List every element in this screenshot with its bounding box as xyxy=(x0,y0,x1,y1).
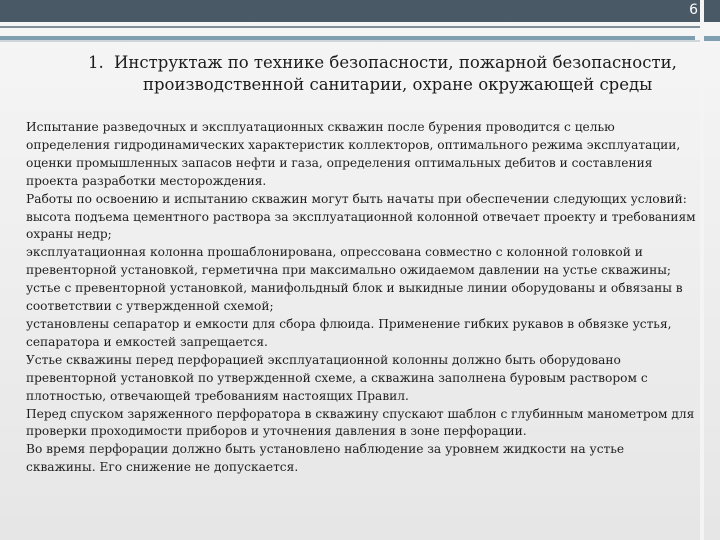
paragraph: высота подъема цементного раствора за эксплуатационной колонной отвечает проекту и требованиям охраны недр; xyxy=(26,209,696,242)
paragraph: устье с превенторной установкой, манифольдный блок и выкидные линии оборудованы и обвязаны в соответствии с утвержденной схемой; xyxy=(26,281,683,314)
title-line-1: Инструктаж по технике безопасности, пожарной безопасности, xyxy=(114,53,677,72)
header-bar-corner xyxy=(704,0,720,22)
title-line-2: производственной санитарии, охране окружающей среды xyxy=(143,75,653,94)
paragraph: Испытание разведочных и эксплуатационных скважин после бурения проводится с целью определения гидродинамических характеристик коллекторов, оптимального режима эксплуатации, оценки промышленных запасов нефти и газа, определения оптимальных дебитов и составления проекта разработки месторождения. xyxy=(26,120,681,188)
paragraph: Работы по освоению и испытанию скважин могут быть начаты при обеспечении следующих условий: xyxy=(26,191,687,206)
slide-number: 6 xyxy=(689,2,698,18)
slide-body xyxy=(26,119,696,477)
paragraph: Во время перфорации должно быть установлено наблюдение за уровнем жидкости на устье скважины. Его снижение не допускается. xyxy=(26,442,625,475)
paragraph: Устье скважины перед перфорацией эксплуатационной колонны должно быть оборудовано превенторной установкой по утвержденной схеме, а скважина заполнена буровым раствором с плотностью, отвечающей требованиям настоящих Правил. xyxy=(26,352,648,403)
header-divider xyxy=(0,26,700,28)
header-bar xyxy=(0,0,700,22)
paragraph: установлены сепаратор и емкости для сбора флюида. Применение гибких рукавов в обвязке устья, сепаратора и емкостей запрещается. xyxy=(26,316,672,349)
paragraph: эксплуатационная колонна прошаблонирована, опрессована совместно с колонной головкой и превенторной установкой, герметична при максимально ожидаемом давлении на устье скважины; xyxy=(26,245,672,278)
vertical-divider xyxy=(700,0,704,540)
accent-shadow xyxy=(0,40,700,42)
accent-stripe-corner xyxy=(704,36,720,41)
paragraph: Перед спуском заряженного перфоратора в скважину спускают шаблон с глубинным манометром для проверки проходимости приборов и уточнения давления в зоне перфорации. xyxy=(26,406,695,439)
title-number: 1. xyxy=(88,53,104,72)
slide-title xyxy=(88,52,688,96)
